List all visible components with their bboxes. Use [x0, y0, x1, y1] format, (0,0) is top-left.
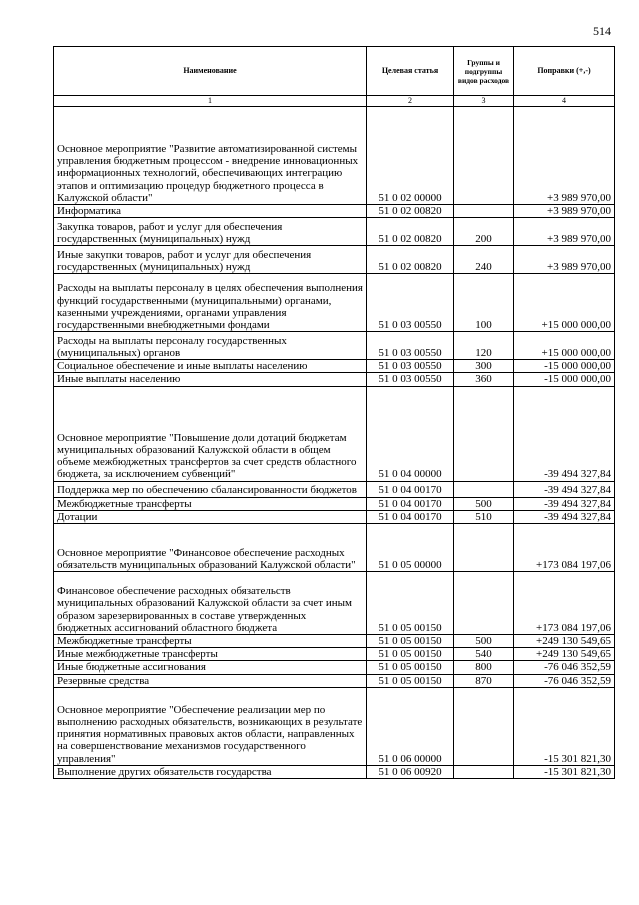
row-name: Социальное обеспечение и иные выплаты населению: [54, 360, 367, 373]
row-name: Информатика: [54, 205, 367, 218]
row-expense-group: 100: [454, 274, 514, 332]
table-row: [54, 661, 615, 674]
row-name: Расходы на выплаты персоналу государственных (муниципальных) органов: [54, 332, 367, 360]
table-row: [54, 687, 615, 765]
row-target-code: 51 0 04 00170: [367, 510, 454, 523]
row-name: Межбюджетные трансферты: [54, 497, 367, 510]
row-name: Выполнение других обязательств государства: [54, 765, 367, 778]
row-amount: +3 989 970,00: [514, 218, 615, 246]
row-target-code: 51 0 02 00820: [367, 205, 454, 218]
row-target-code: 51 0 05 00150: [367, 648, 454, 661]
row-amount: +3 989 970,00: [514, 107, 615, 205]
row-target-code: 51 0 05 00150: [367, 674, 454, 687]
row-target-code: 51 0 05 00150: [367, 572, 454, 635]
row-target-code: 51 0 03 00550: [367, 274, 454, 332]
row-amount: -15 301 821,30: [514, 765, 615, 778]
row-amount: -15 000 000,00: [514, 360, 615, 373]
row-target-code: 51 0 03 00550: [367, 373, 454, 386]
row-amount: -39 494 327,84: [514, 386, 615, 481]
row-name: Закупка товаров, работ и услуг для обеспечения государственных (муниципальных) нужд: [54, 218, 367, 246]
row-name: Финансовое обеспечение расходных обязательств муниципальных образований Калужской области за счет иным образом зарезервированных в составе утвержденных бюджетных ассигнований областного бюджета: [54, 572, 367, 635]
row-amount: +173 084 197,06: [514, 524, 615, 572]
column-number: 1: [54, 96, 367, 107]
row-expense-group: 510: [454, 510, 514, 523]
table-row: [54, 386, 615, 481]
row-target-code: 51 0 05 00150: [367, 635, 454, 648]
row-amount: -76 046 352,59: [514, 674, 615, 687]
header-groups: Группы и подгруппы видов расходов: [454, 47, 514, 96]
row-amount: -15 301 821,30: [514, 687, 615, 765]
row-amount: -39 494 327,84: [514, 497, 615, 510]
column-number: 3: [454, 96, 514, 107]
table-row: [54, 674, 615, 687]
table-row: [54, 360, 615, 373]
header-amendments: Поправки (+,-): [514, 47, 615, 96]
table-row: [54, 524, 615, 572]
row-expense-group: [454, 386, 514, 481]
budget-table: [53, 46, 615, 779]
row-expense-group: 540: [454, 648, 514, 661]
table-row: [54, 332, 615, 360]
row-target-code: 51 0 04 00170: [367, 481, 454, 497]
row-expense-group: [454, 572, 514, 635]
column-number: 4: [514, 96, 615, 107]
row-expense-group: 240: [454, 246, 514, 274]
row-expense-group: [454, 107, 514, 205]
table-row: [54, 274, 615, 332]
row-expense-group: 870: [454, 674, 514, 687]
row-amount: +15 000 000,00: [514, 274, 615, 332]
row-target-code: 51 0 06 00920: [367, 765, 454, 778]
table-row: [54, 218, 615, 246]
table-row: [54, 572, 615, 635]
row-amount: +15 000 000,00: [514, 332, 615, 360]
row-name: Резервные средства: [54, 674, 367, 687]
row-expense-group: 800: [454, 661, 514, 674]
row-expense-group: 200: [454, 218, 514, 246]
table-row: [54, 648, 615, 661]
row-name: Основное мероприятие "Повышение доли дотаций бюджетам муниципальных образований Калужской области в общем объеме межбюджетных трансфертов за счет средств областного бюджета, за исключением субвенций": [54, 386, 367, 481]
row-name: Дотации: [54, 510, 367, 523]
row-expense-group: 500: [454, 497, 514, 510]
row-name: Межбюджетные трансферты: [54, 635, 367, 648]
table-row: [54, 765, 615, 778]
row-amount: -39 494 327,84: [514, 510, 615, 523]
table-row: [54, 107, 615, 205]
row-name: Основное мероприятие "Развитие автоматизированной системы управления бюджетным процессом - внедрение инновационных информационных технологий, обеспечивающих интеграцию этапов и оптимизацию процедур бюджетного процесса в Калужской области": [54, 107, 367, 205]
table-row: [54, 481, 615, 497]
row-amount: -76 046 352,59: [514, 661, 615, 674]
row-target-code: 51 0 06 00000: [367, 687, 454, 765]
table-row: [54, 205, 615, 218]
row-target-code: 51 0 03 00550: [367, 332, 454, 360]
row-name: Иные закупки товаров, работ и услуг для обеспечения государственных (муниципальных) нужд: [54, 246, 367, 274]
row-expense-group: 360: [454, 373, 514, 386]
row-expense-group: [454, 481, 514, 497]
row-amount: -39 494 327,84: [514, 481, 615, 497]
row-name: Иные выплаты населению: [54, 373, 367, 386]
column-number: 2: [367, 96, 454, 107]
table-row: [54, 373, 615, 386]
column-numbers-row: [54, 96, 615, 107]
row-name: Расходы на выплаты персоналу в целях обеспечения выполнения функций государственными (муниципальными) органами, казенными учреждениями, органами управления государственными внебюджетными фондами: [54, 274, 367, 332]
row-target-code: 51 0 03 00550: [367, 360, 454, 373]
header-row: [54, 47, 615, 96]
row-name: Поддержка мер по обеспечению сбалансированности бюджетов: [54, 481, 367, 497]
row-target-code: 51 0 04 00170: [367, 497, 454, 510]
row-expense-group: [454, 687, 514, 765]
row-target-code: 51 0 05 00000: [367, 524, 454, 572]
row-expense-group: 120: [454, 332, 514, 360]
row-name: Иные межбюджетные трансферты: [54, 648, 367, 661]
table-row: [54, 246, 615, 274]
row-name: Основное мероприятие "Финансовое обеспечение расходных обязательств муниципальных образований Калужской области": [54, 524, 367, 572]
row-target-code: 51 0 02 00000: [367, 107, 454, 205]
page-number: 514: [593, 24, 611, 38]
header-target: Целевая статья: [367, 47, 454, 96]
row-name: Иные бюджетные ассигнования: [54, 661, 367, 674]
header-name: Наименование: [54, 47, 367, 96]
table-row: [54, 510, 615, 523]
row-amount: +3 989 970,00: [514, 205, 615, 218]
row-expense-group: 300: [454, 360, 514, 373]
row-amount: -15 000 000,00: [514, 373, 615, 386]
row-target-code: 51 0 02 00820: [367, 218, 454, 246]
row-target-code: 51 0 05 00150: [367, 661, 454, 674]
row-expense-group: [454, 765, 514, 778]
row-target-code: 51 0 04 00000: [367, 386, 454, 481]
table-row: [54, 497, 615, 510]
table-row: [54, 635, 615, 648]
row-name: Основное мероприятие "Обеспечение реализации мер по выполнению расходных обязательств, возникающих в результате принятия нормативных правовых актов области, направленных на совершенствование механизмов государственного управления": [54, 687, 367, 765]
row-amount: +249 130 549,65: [514, 635, 615, 648]
row-amount: +249 130 549,65: [514, 648, 615, 661]
row-expense-group: [454, 205, 514, 218]
row-target-code: 51 0 02 00820: [367, 246, 454, 274]
row-expense-group: 500: [454, 635, 514, 648]
row-amount: +3 989 970,00: [514, 246, 615, 274]
row-expense-group: [454, 524, 514, 572]
row-amount: +173 084 197,06: [514, 572, 615, 635]
